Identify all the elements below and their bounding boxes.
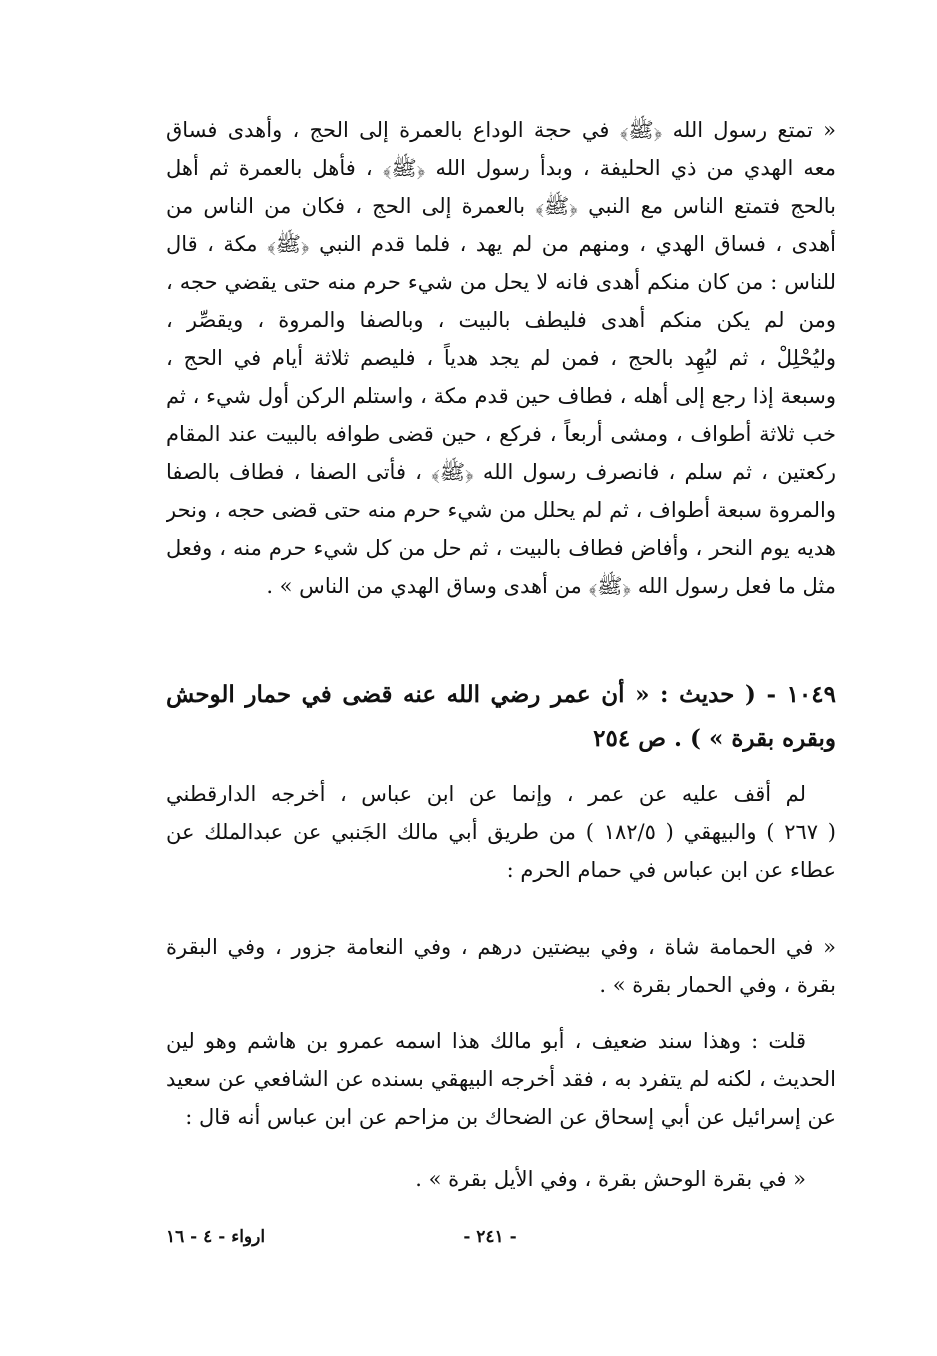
signature-mark: ارواء - ٤ - ١٦ — [166, 1227, 266, 1247]
text-line: مثل ما فعل رسول الله ﴿ﷺ﴾ من أهدى وساق الهدي من الناس » . — [266, 574, 836, 598]
text-line: « في الحمامة شاة ، وفي بيضتين درهم ، وفي النعامة جزور ، وفي البقرة — [166, 935, 836, 959]
text-line: للناس : من كان منكم أهدى فانه لا يحل من شيء حرم منه حتى يقضي حجه ، — [166, 270, 836, 294]
text-line: والمروة سبعة أطواف ، ثم لم يحلل من شيء حرم منه حتى قضى حجه ، ونحر — [166, 498, 836, 522]
paragraph-comment — [166, 1022, 836, 1136]
text-line: أهدى ، فساق الهدي ، ومنهم من لم يهد ، فلما قدم النبي ﴿ﷺ﴾ مكة ، قال — [166, 232, 836, 256]
text-line: ( ٢٦٧ ) والبيهقي ( ١٨٢/٥ ) من طريق أبي مالك الجَنبي عن عبدالملك عن — [166, 820, 836, 844]
text-line: ١٠٤٩ - ( حديث : « أن عمر رضي الله عنه قضى في حمار الوحش — [166, 681, 836, 708]
text-line: قلت : وهذا سند ضعيف ، أبو مالك هذا اسمه عمرو بن هاشم وهو لين — [166, 1029, 806, 1053]
text-line: وبقره بقرة » ) . ص ٢٥٤ — [593, 725, 836, 752]
text-line: عن إسرائيل عن أبي إسحاق عن الضحاك بن مزاحم عن ابن عباس أنه قال : — [185, 1105, 836, 1129]
page-number: - ٢٤١ - — [463, 1227, 517, 1247]
text-line: ركعتين ، ثم سلم ، فانصرف رسول الله ﴿ﷺ﴾ ، فأتى الصفا ، فطاف بالصفا — [166, 460, 836, 484]
text-line: بقرة ، وفي الحمار بقرة » . — [599, 973, 836, 997]
text-line: هديه يوم النحر ، وأفاض فطاف بالبيت ، ثم حل من كل شيء حرم منه ، وفعل — [166, 536, 836, 560]
quote-wild-cow — [166, 1160, 836, 1198]
quote-hammam — [166, 928, 836, 1004]
paragraph-takhrij — [166, 775, 836, 889]
text-line: لم أقف عليه عن عمر ، وإنما عن ابن عباس ، أخرجه الدارقطني — [166, 782, 806, 806]
hadith-heading — [166, 673, 836, 761]
text-line: الحديث ، لكنه لم يتفرد به ، فقد أخرجه البيهقي بسنده عن الشافعي عن سعيد — [166, 1067, 836, 1091]
text-line: معه الهدي من ذي الحليفة ، وبدأ رسول الله ﴿ﷺ﴾ ، فأهل بالعمرة ثم أهل — [166, 156, 836, 180]
text-line: عطاء عن ابن عباس في حمام الحرم : — [506, 858, 836, 882]
text-line: « في بقرة الوحش بقرة ، وفي الأيل بقرة » . — [415, 1167, 806, 1191]
text-line: وليُحْلِلْ ، ثم ليُهِد بالحج ، فمن لم يجد هدياً ، فليصم ثلاثة أيام في الحج ، — [166, 346, 836, 370]
text-line: ومن لم يكن منكم أهدى فليطف بالبيت ، وبالصفا والمروة ، ويقصِّر ، — [166, 308, 836, 332]
text-line: بالحج فتمتع الناس مع النبي ﴿ﷺ﴾ بالعمرة إلى الحج ، فكان من الناس من — [166, 194, 836, 218]
paragraph-hadith-text — [166, 111, 836, 605]
text-line: خب ثلاثة أطواف ، ومشى أربعاً ، فركع ، حين قضى طوافه بالبيت عند المقام — [166, 422, 836, 446]
text-line: « تمتع رسول الله ﴿ﷺ﴾ في حجة الوداع بالعمرة إلى الحج ، وأهدى فساق — [166, 118, 836, 142]
text-line: وسبعة إذا رجع إلى أهله ، فطاف حين قدم مكة ، واستلم الركن أول شيء ، ثم — [166, 384, 836, 408]
